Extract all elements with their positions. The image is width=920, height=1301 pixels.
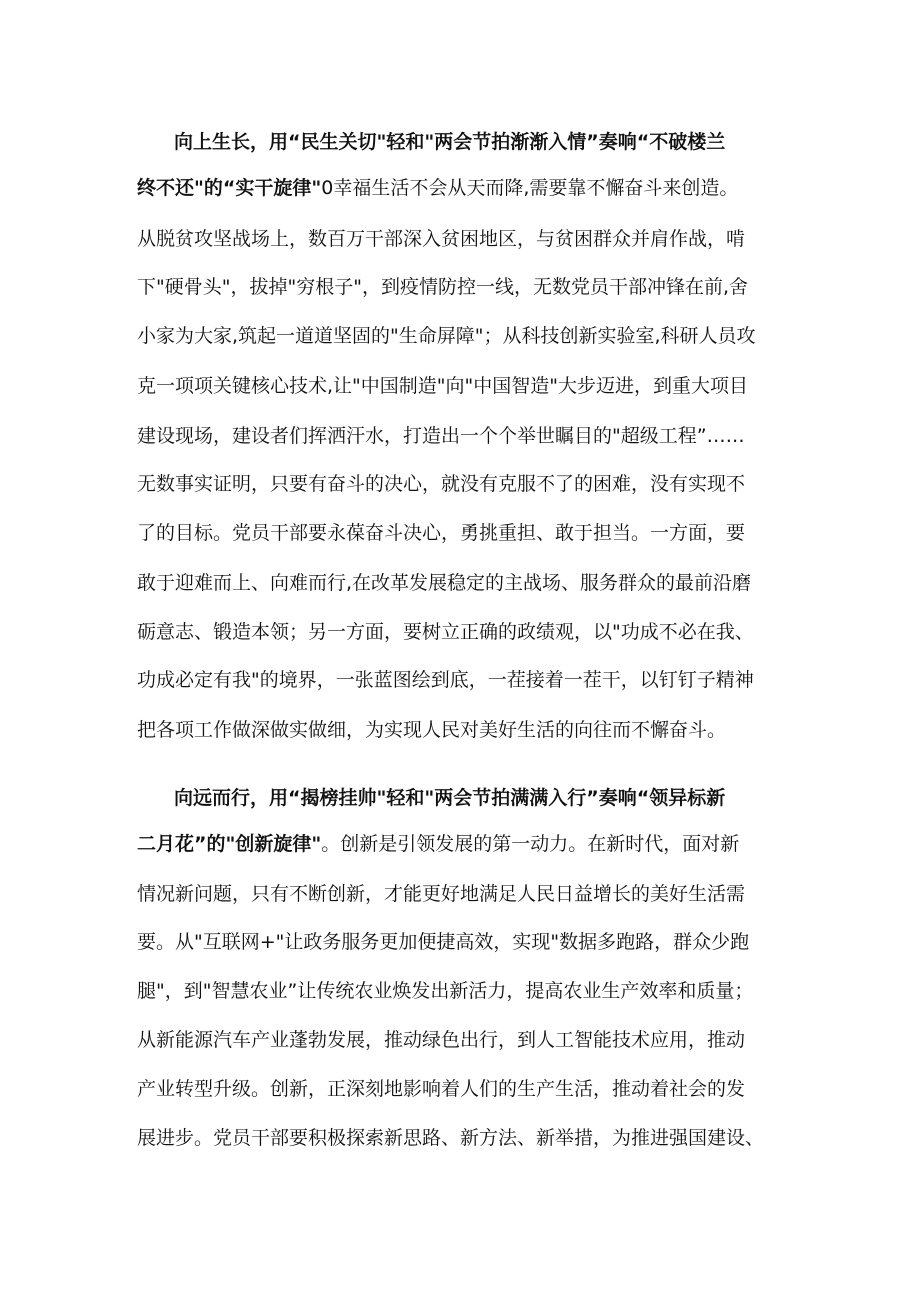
bold-heading-text: 向远而行，用“揭榜挂帅"轻和"两会节拍满满入行”奏响“领异标新 <box>174 787 726 809</box>
paragraph-1-line-4 <box>137 269 797 305</box>
paragraph-1-line-7 <box>137 418 797 454</box>
paragraph-1-line-12 <box>137 662 797 698</box>
body-text: 克一项项关键核心技术,让"中国制造"向"中国智造"大步迈进，到重大项目 <box>137 375 748 397</box>
body-text: 建设现场，建设者们挥洒汗水，打造出一个个举世瞩目的"超级工程”…… <box>137 425 745 447</box>
body-text: 情况新问题，只有不断创新，才能更好地满足人民日益增长的美好生活需 <box>137 883 746 905</box>
paragraph-1-line-13 <box>137 712 797 748</box>
paragraph-2-line-3 <box>137 876 797 912</box>
paragraph-1-line-6 <box>137 368 797 404</box>
body-text: 展进步。党员干部要积极探索新思路、新方法、新举措，为推进强国建设、 <box>137 1127 765 1149</box>
body-text: 要。从"互联网+"让政务服务更加便捷高效，实现"数据多跑路，群众少跑 <box>137 931 750 953</box>
body-text: 把各项工作做深做实做细，为实现人民对美好生活的向往而不懈奋斗。 <box>137 719 727 741</box>
bold-heading-text: 向上生长，用“民生关切"轻和"两会节拍渐渐入情”奏响“不破楼兰 <box>174 131 726 153</box>
body-text: 。创新是引领发展的第一动力。在新时代，面对新 <box>321 833 740 855</box>
body-text: 从脱贫攻坚战场上，数百万干部深入贫困地区，与贫困群众并肩作战，啃 <box>137 228 746 250</box>
body-text: 从新能源汽车产业蓬勃发展，推动绿色出行，到人工智能技术应用，推动 <box>137 1029 746 1051</box>
body-text: 了的目标。党员干部要永葆奋斗决心，勇挑重担、敢于担当。一方面，要 <box>137 522 746 544</box>
paragraph-1-line-11 <box>137 614 797 650</box>
paragraph-1-line-2 <box>137 170 797 206</box>
body-text: 敢于迎难而上、向难而行,在改革发展稳定的主战场、服务群众的最前沿磨 <box>137 572 752 594</box>
paragraph-1-line-9 <box>137 515 797 551</box>
paragraph-2-line-4 <box>137 924 797 960</box>
body-text: 腿"，到"智慧农业”让传统农业焕发出新活力，提高农业生产效率和质量； <box>137 980 754 1002</box>
body-text: 小家为大家,筑起一道道坚固的"生命屏障"；从科技创新实验室,科研人员攻 <box>137 325 756 347</box>
paragraph-2-line-6 <box>137 1022 797 1058</box>
paragraph-2-line-1 <box>174 780 797 816</box>
paragraph-2-line-5 <box>137 973 797 1009</box>
body-text: 功成必定有我"的境界，一张蓝图绘到底，一茬接着一茬干，以钉钉子精神 <box>137 669 754 691</box>
paragraph-2-line-7 <box>137 1071 797 1107</box>
body-text: 砺意志、锻造本领；另一方面，要树立正确的政绩观，以"功成不必在我、 <box>137 621 754 643</box>
paragraph-1-line-1 <box>174 124 797 160</box>
paragraph-2-line-8 <box>137 1120 797 1156</box>
paragraph-2-line-2 <box>137 826 797 862</box>
bold-heading-text: 二月花”的"创新旋律" <box>137 833 322 855</box>
body-text: 无数事实证明，只要有奋斗的决心，就没有克服不了的困难，没有实现不 <box>137 473 746 495</box>
body-text: 产业转型升级。创新，正深刻地影响着人们的生产生活，推动着社会的发 <box>137 1078 746 1100</box>
paragraph-1-line-8 <box>137 466 797 502</box>
body-text: 0幸福生活不会从天而降,需要靠不懈奋斗来创造。 <box>321 177 739 199</box>
body-text: 下"硬骨头"，拔掉"穷根子"，到疫情防控一线，无数党员干部冲锋在前,舍 <box>137 276 748 298</box>
paragraph-1-line-10 <box>137 565 797 601</box>
paragraph-1-line-5 <box>137 318 797 354</box>
bold-heading-text: 终不还"的“实干旋律" <box>137 177 322 199</box>
paragraph-1-line-3 <box>137 221 797 257</box>
